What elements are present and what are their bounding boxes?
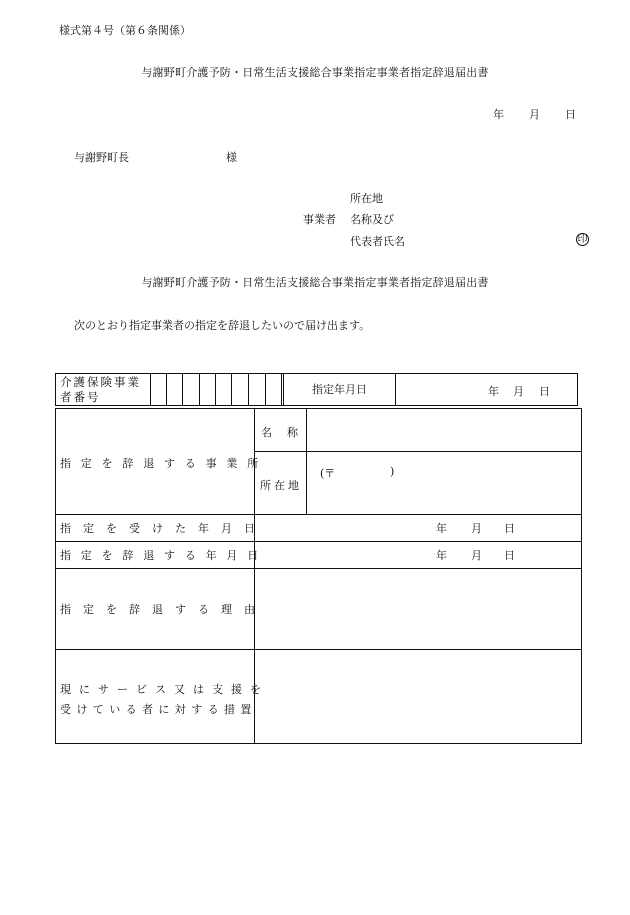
addressee-name: 与謝野町長: [74, 151, 129, 164]
date-day: 日: [565, 108, 576, 121]
designation-year: 年: [488, 385, 499, 398]
designation-date-label: 指定年月日: [283, 374, 396, 405]
form-number: 様式第４号（第６条関係）: [59, 24, 191, 37]
applicant-name-label: 名称及び: [350, 213, 394, 226]
row-divider: [254, 451, 581, 452]
applicant-address-label: 所在地: [350, 192, 383, 205]
body-title: 与謝野町介護予防・日常生活支援総合事業指定事業者指定辞退届出書: [141, 276, 489, 289]
document-title: 与謝野町介護予防・日常生活支援総合事業指定事業者指定辞退届出書: [141, 66, 489, 79]
number-digit-box[interactable]: [250, 374, 266, 405]
number-digit-box[interactable]: [200, 374, 216, 405]
row-divider: [56, 568, 581, 569]
withdrawal-date-label: 指定を辞退する年月日: [60, 549, 268, 562]
number-digit-box[interactable]: [184, 374, 200, 405]
received-day: 日: [504, 522, 515, 535]
postal-code-suffix: ): [390, 465, 395, 478]
withdrawal-details-table: [55, 408, 582, 744]
number-digit-box[interactable]: [233, 374, 249, 405]
seal-mark: 印: [577, 234, 588, 245]
row-divider: [56, 514, 581, 515]
designation-month: 月: [513, 385, 524, 398]
received-year: 年: [436, 522, 447, 535]
number-digit-box[interactable]: [167, 374, 183, 405]
business-number-label-line2: 者番号: [60, 390, 101, 404]
number-digit-box[interactable]: [216, 374, 232, 405]
office-address-label: 所在地: [260, 479, 302, 492]
registration-table: [55, 373, 578, 406]
applicant-representative-label: 代表者氏名: [350, 235, 405, 248]
business-number-label-line1: 介護保険事業: [60, 375, 141, 389]
withdrawal-month: 月: [471, 549, 482, 562]
row-divider: [56, 541, 581, 542]
date-month: 月: [529, 108, 540, 121]
row-divider: [56, 649, 581, 650]
office-name-label: 名 称: [261, 426, 300, 439]
statement-text: 次のとおり指定事業者の指定を辞退したいので届け出ます。: [74, 319, 371, 332]
received-date-label: 指定を受けた年月日: [60, 522, 267, 535]
postal-code-prefix: (〒: [320, 467, 336, 480]
office-label: 指定を辞退する事業所: [60, 457, 268, 470]
number-digit-box[interactable]: [266, 374, 282, 405]
date-year: 年: [493, 108, 504, 121]
withdrawal-reason-label: 指定を辞退する理由: [60, 603, 267, 616]
business-number-label: [56, 374, 151, 405]
subcolumn-divider: [306, 409, 307, 514]
measures-label-line1: 現にサービス又は支援を: [60, 683, 269, 696]
number-digit-box[interactable]: [151, 374, 167, 405]
designation-day: 日: [539, 385, 550, 398]
measures-label-line2: 受けている者に対する措置: [60, 703, 257, 716]
applicant-role-label: 事業者: [303, 213, 336, 226]
received-month: 月: [471, 522, 482, 535]
addressee-honorific: 様: [226, 151, 237, 164]
withdrawal-day: 日: [504, 549, 515, 562]
withdrawal-year: 年: [436, 549, 447, 562]
